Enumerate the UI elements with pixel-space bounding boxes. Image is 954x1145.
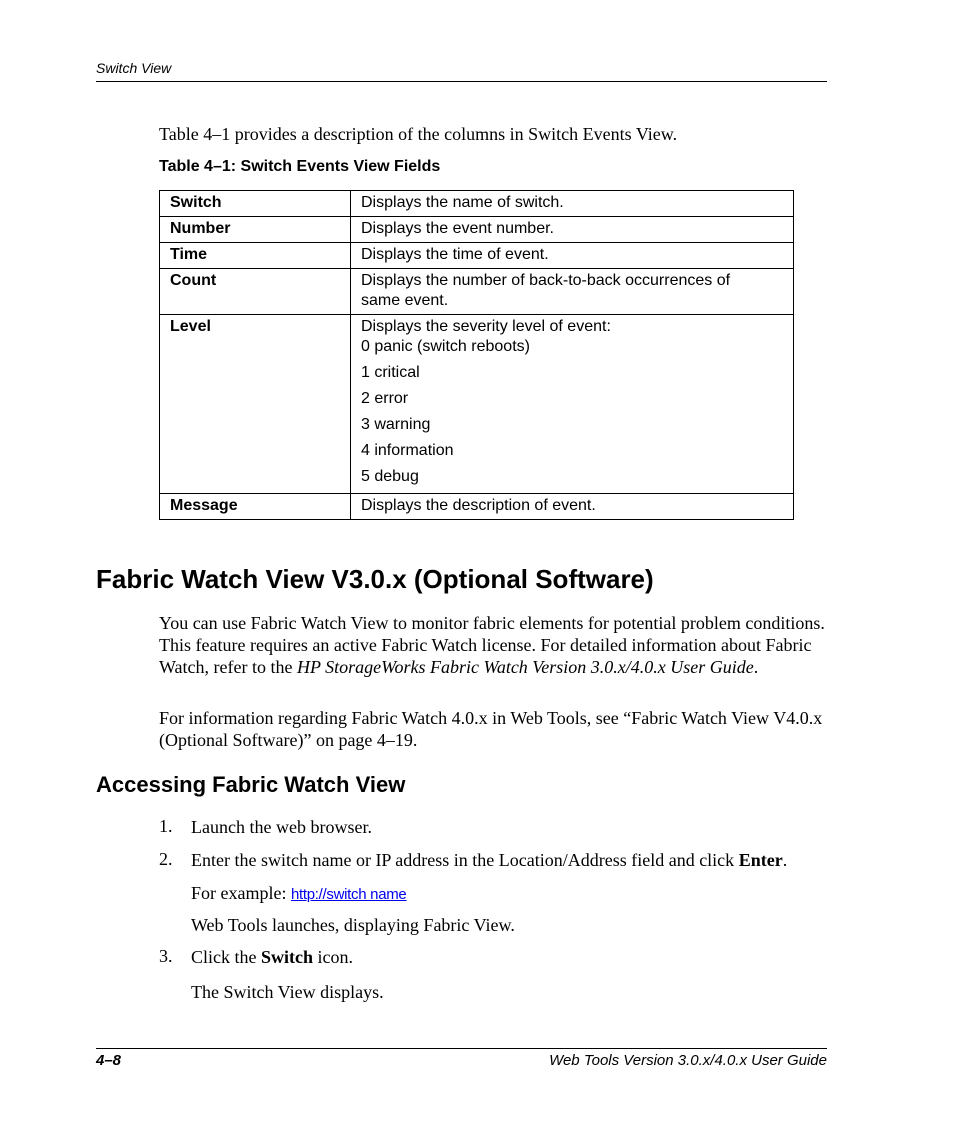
field-description: Displays the event number. (351, 217, 794, 243)
enter-key-label: Enter (738, 850, 783, 870)
level-item: 0 panic (switch reboots) (361, 338, 530, 355)
field-description: Displays the name of switch. (351, 191, 794, 217)
step-number: 1. (159, 816, 173, 836)
footer-rule (96, 1048, 827, 1049)
field-description (351, 315, 794, 494)
level-item: 5 debug (361, 468, 419, 485)
example-line (191, 882, 406, 906)
table-row (160, 315, 794, 494)
running-header: Switch View (96, 60, 172, 76)
table-row (160, 243, 794, 269)
table-row (160, 191, 794, 217)
header-rule (96, 81, 827, 82)
field-name: Number (160, 217, 351, 243)
table-row (160, 494, 794, 520)
field-name: Switch (160, 191, 351, 217)
step-3-start: Click the (191, 947, 261, 967)
field-description: Displays the time of event. (351, 243, 794, 269)
intro-paragraph: Table 4–1 provides a description of the columns in Switch Events View. (159, 124, 678, 144)
result-note: The Switch View displays. (191, 982, 384, 1002)
level-intro: Displays the severity level of event: (361, 318, 611, 335)
field-name: Count (160, 269, 351, 315)
step-2-text (191, 849, 831, 871)
level-item: 4 information (361, 442, 454, 459)
footer-guide-title: Web Tools Version 3.0.x/4.0.x User Guide (549, 1052, 827, 1069)
field-name: Message (160, 494, 351, 520)
switch-events-fields-table (159, 190, 794, 520)
table-caption: Table 4–1: Switch Events View Fields (159, 158, 441, 175)
example-label: For example: (191, 883, 291, 903)
step-3-text (191, 946, 353, 968)
field-name: Level (160, 315, 351, 494)
table-row (160, 217, 794, 243)
step-number: 2. (159, 849, 173, 869)
subsection-heading: Accessing Fabric Watch View (96, 772, 406, 797)
step-number: 3. (159, 946, 173, 966)
field-description: Displays the description of event. (351, 494, 794, 520)
step-1-text: Launch the web browser. (191, 817, 372, 837)
section-paragraph-1 (159, 612, 829, 678)
guide-title: HP StorageWorks Fabric Watch Version 3.0.x/4.0.x User Guide (296, 657, 754, 677)
para1-text: You can use Fabric Watch View to monitor fabric elements for potential problem conditions. This feature requires an active Fabric Watch license. For detailed information about Fabric Watch, refer to the (159, 613, 825, 677)
field-description: Displays the number of back-to-back occurrences of same event. (351, 269, 794, 315)
level-item: 3 warning (361, 416, 431, 433)
field-name: Time (160, 243, 351, 269)
step-3-end: icon. (313, 947, 354, 967)
para1-end: . (753, 657, 759, 677)
section-paragraph-2: For information regarding Fabric Watch 4.0.x in Web Tools, see “Fabric Watch View V4.0.x (Optional Software)” on page 4–19. (159, 708, 823, 750)
page-number: 4–8 (96, 1052, 122, 1069)
step-2-end: . (782, 850, 788, 870)
level-item: 2 error (361, 390, 409, 407)
switch-label: Switch (261, 947, 314, 967)
step-2-start: Enter the switch name or IP address in the Location/Address field and click (191, 850, 739, 870)
section-heading: Fabric Watch View V3.0.x (Optional Software) (96, 564, 654, 594)
table-row (160, 269, 794, 315)
level-item: 1 critical (361, 364, 420, 381)
example-url-link[interactable]: http://switch name (290, 886, 407, 903)
launch-note: Web Tools launches, displaying Fabric View. (191, 915, 515, 935)
